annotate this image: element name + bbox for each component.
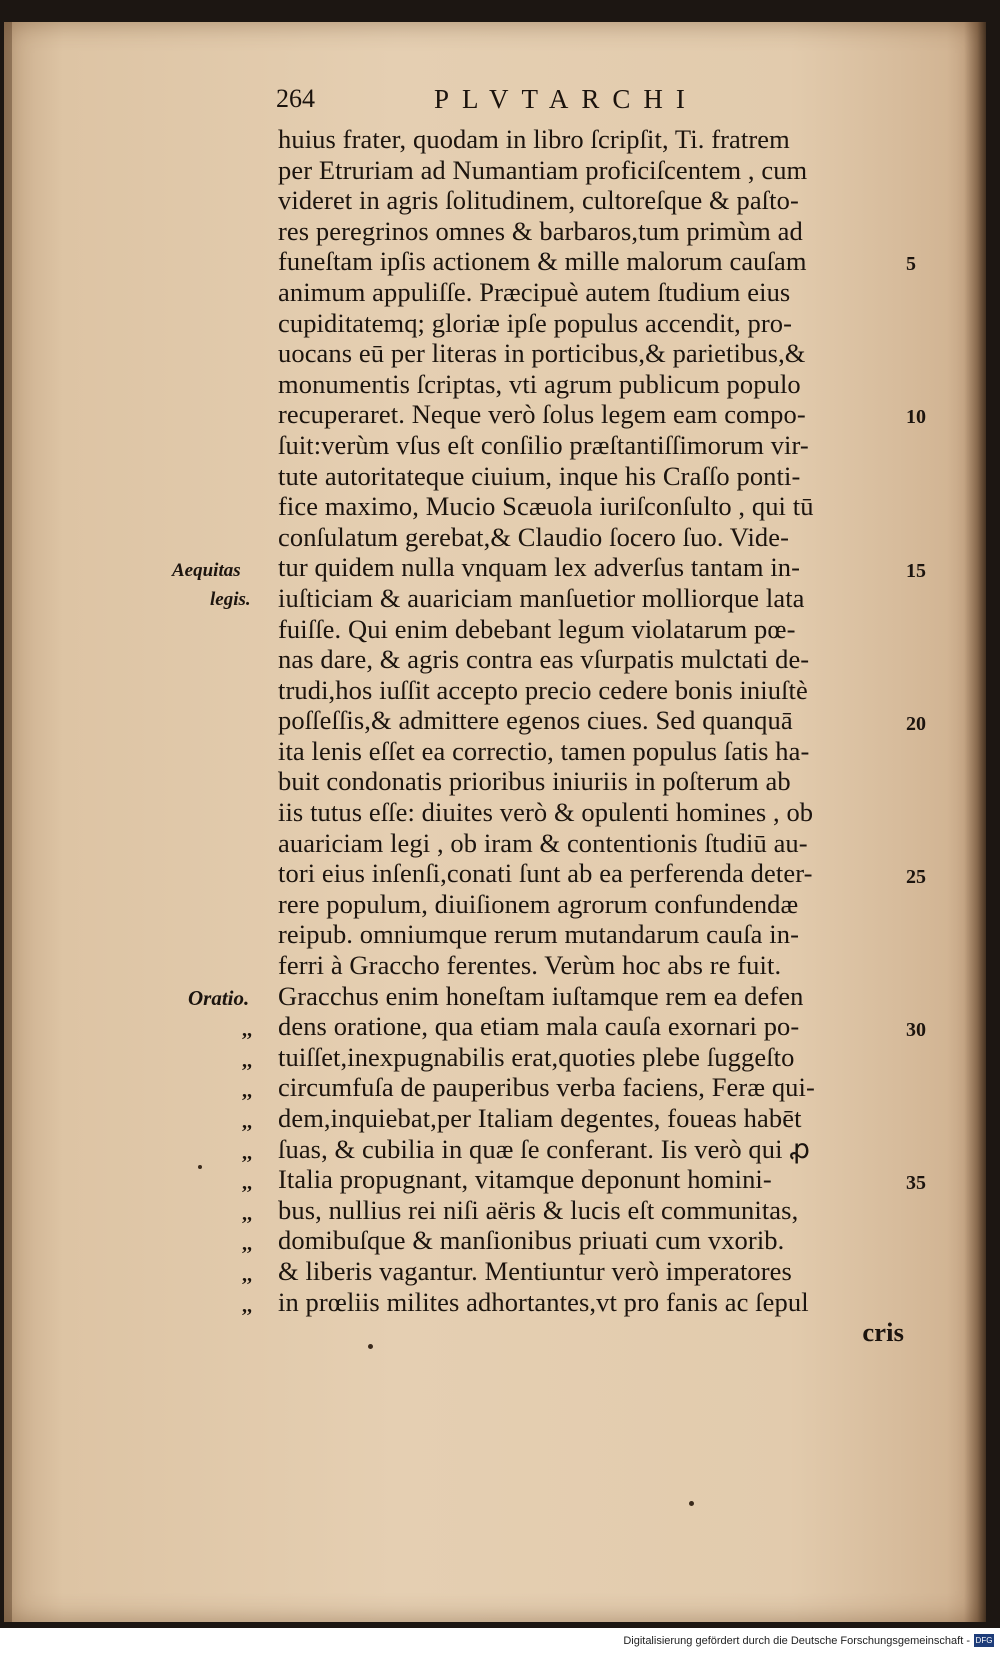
text-line: ſuit:verùm vſus eſt conſilio præſtantiſſimorum vir- (278, 429, 809, 460)
quotation-mark: ,, (242, 1233, 252, 1255)
text-line: trudi,hos iuſſit accepto precio cedere bonis iniuſtè (278, 674, 808, 705)
quotation-mark: ,, (242, 1264, 252, 1286)
text-line: funeſtam ipſis actionem & mille malorum cauſam (278, 246, 807, 277)
ink-speck (198, 1165, 202, 1169)
text-line: uocans eū per literas in porticibus,& parietibus,& (278, 338, 806, 369)
text-line: tur quidem nulla vnquam lex adverſus tantam in- (278, 552, 801, 583)
text-line: iis tutus eſſe: diuites verò & opulenti homines , ob (278, 797, 814, 828)
text-line: animum appuliſſe. Præcipuè autem ſtudium eius (278, 276, 791, 307)
quotation-mark: ,, (242, 1050, 252, 1072)
text-line: tuiſſet,inexpugnabilis erat,quoties plebe ſuggeſto (278, 1041, 795, 1072)
line-number: 20 (906, 713, 926, 735)
text-line: iuſticiam & auariciam manſuetior molliorque lata (278, 582, 805, 613)
catchword: cris (862, 1317, 904, 1348)
line-number: 30 (906, 1019, 926, 1041)
text-line: rere populum, diuiſionem agrorum confundendæ (278, 888, 799, 919)
text-line: & liberis vagantur. Mentiuntur verò imperatores (278, 1255, 792, 1286)
text-line: monumentis ſcriptas, vti agrum publicum populo (278, 368, 801, 399)
dfg-logo: DFG (975, 1636, 993, 1645)
text-block (278, 124, 908, 1348)
text-line: ita lenis eſſet ea correctio, tamen populus ſatis ha- (278, 735, 810, 766)
quotation-mark: ,, (242, 1142, 252, 1164)
marginal-note: Aequitas (172, 560, 241, 581)
digitization-footer (0, 1628, 1000, 1656)
text-line: dens oratione, qua etiam mala cauſa exornari po- (278, 1011, 800, 1042)
line-number: 35 (906, 1172, 926, 1194)
page-left-edge (4, 22, 12, 1622)
quotation-mark: ,, (242, 1203, 252, 1225)
text-line: poſſeſſis,& admittere egenos ciues. Sed quanquā (278, 705, 793, 736)
text-line: tori eius inſenſi,conati ſunt ab ea perferenda deter- (278, 858, 813, 889)
funding-credit: Digitalisierung gefördert durch die Deutsche Forschungsgemeinschaft - (623, 1635, 970, 1647)
text-line: nas dare, & agris contra eas vſurpatis mulctati de- (278, 644, 810, 675)
text-line: fice maximo, Mucio Scæuola iuriſconſulto , qui tū (278, 491, 814, 522)
text-line: reipub. omniumque rerum mutandarum cauſa in- (278, 919, 799, 950)
line-number: 15 (906, 560, 926, 582)
text-line: conſulatum gerebat,& Claudio ſocero ſuo. Vide- (278, 521, 790, 552)
text-line: cupiditatemq; gloriæ ipſe populus accendit, pro- (278, 307, 793, 338)
page-header (276, 84, 746, 124)
quotation-mark: ,, (242, 1172, 252, 1194)
text-line: ferri à Graccho ferentes. Verùm hoc abs re fuit. (278, 950, 782, 981)
text-line: ſuas, & cubilia in quæ ſe conferant. Iis verò qui ꝓ (278, 1133, 810, 1164)
marginal-note: Oratio. (188, 986, 250, 1010)
line-number: 10 (906, 406, 926, 428)
ink-speck (368, 1344, 373, 1349)
text-line: bus, nullius rei niſi aëris & lucis eſt communitas, (278, 1194, 799, 1225)
text-line: buit condonatis prioribus iniuriis in poſterum ab (278, 766, 791, 797)
text-line: auariciam legi , ob iram & contentionis ſtudiū au- (278, 827, 808, 858)
text-line: circumfuſa de pauperibus verba faciens, Feræ qui- (278, 1072, 815, 1103)
marginal-note: legis. (210, 589, 251, 610)
text-line: videret in agris ſolitudinem, cultoreſque & paſto- (278, 185, 799, 216)
text-line: res peregrinos omnes & barbaros,tum primùm ad (278, 215, 803, 246)
text-line: tute autoritateque ciuium, inque his Craſſo ponti- (278, 460, 801, 491)
text-line: recuperaret. Neque verò ſolus legem eam compo- (278, 399, 806, 430)
page-right-edge (964, 22, 986, 1622)
quotation-mark: ,, (242, 1111, 252, 1133)
text-line: in prœliis milites adhortantes,vt pro fanis ac ſepul (278, 1286, 809, 1317)
running-head: PLVTARCHI (434, 84, 698, 114)
text-line: fuiſſe. Qui enim debebant legum violatarum pœ- (278, 613, 796, 644)
quotation-mark: ,, (242, 1019, 252, 1041)
text-line: domibuſque & manſionibus priuati cum vxorib. (278, 1225, 785, 1256)
page-number: 264 (276, 84, 315, 113)
text-line: Gracchus enim honeſtam iuſtamque rem ea defen (278, 980, 804, 1011)
line-number: 25 (906, 866, 926, 888)
text-line: huius frater, quodam in libro ſcripſit, Ti. fratrem (278, 124, 790, 154)
text-line: Italia propugnant, vitamque deponunt homini- (278, 1164, 772, 1195)
quotation-mark: ,, (242, 1295, 252, 1317)
text-line: dem,inquiebat,per Italiam degentes, foueas habēt (278, 1103, 802, 1133)
line-number: 5 (906, 253, 916, 275)
text-line: per Etruriam ad Numantiam proficiſcentem , cum (278, 154, 808, 185)
quotation-mark: ,, (242, 1080, 252, 1102)
ink-speck (689, 1501, 694, 1506)
